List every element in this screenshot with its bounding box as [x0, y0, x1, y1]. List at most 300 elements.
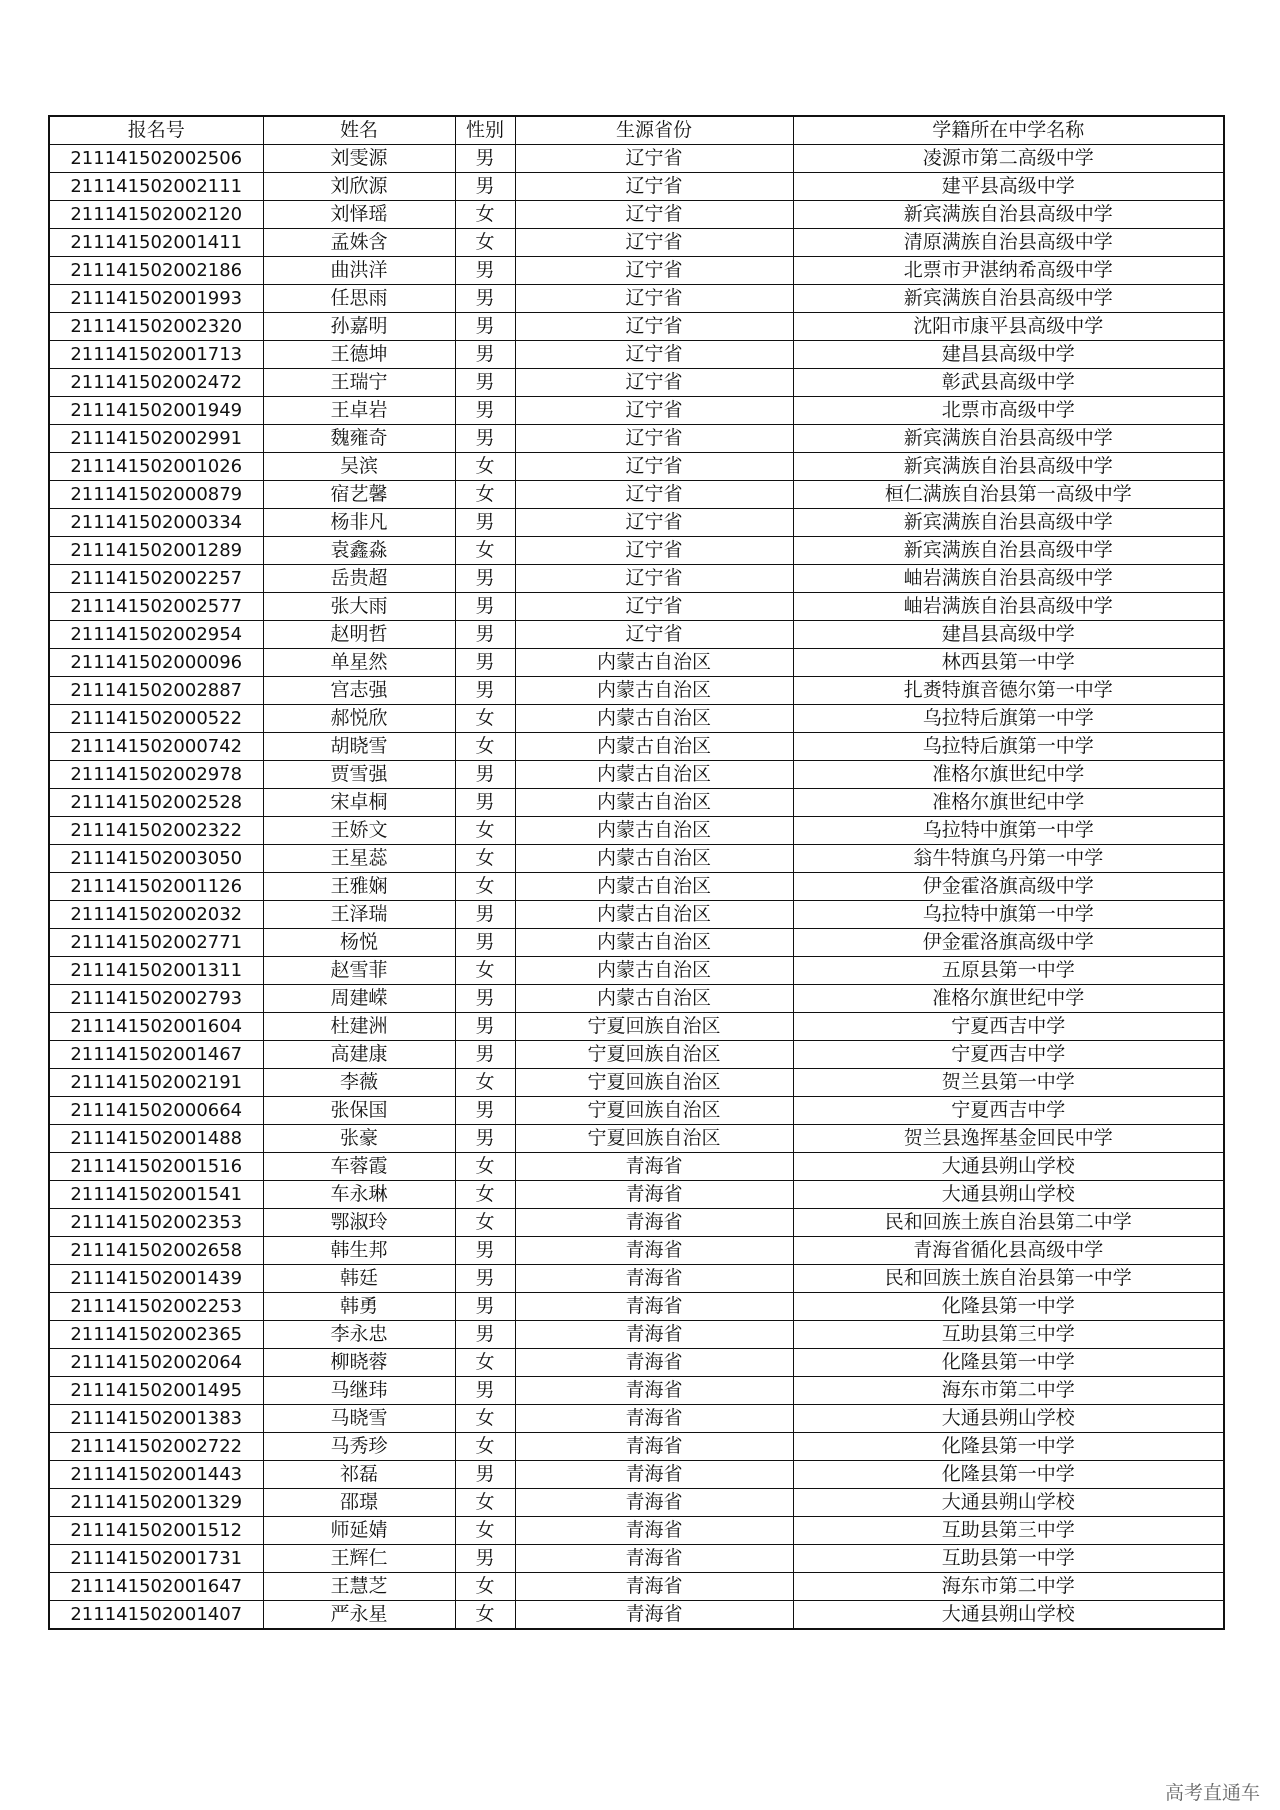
cell-gender: 男: [455, 313, 515, 341]
cell-school-name: 伊金霍洛旗高级中学: [793, 873, 1224, 901]
cell-source-province: 内蒙古自治区: [515, 789, 793, 817]
cell-school-name: 大通县朔山学校: [793, 1153, 1224, 1181]
cell-source-province: 内蒙古自治区: [515, 901, 793, 929]
cell-name: 马秀珍: [263, 1433, 455, 1461]
cell-school-name: 贺兰县第一中学: [793, 1069, 1224, 1097]
cell-name: 王德坤: [263, 341, 455, 369]
cell-gender: 男: [455, 593, 515, 621]
cell-source-province: 青海省: [515, 1601, 793, 1630]
cell-gender: 男: [455, 1545, 515, 1573]
cell-gender: 女: [455, 481, 515, 509]
cell-gender: 女: [455, 1489, 515, 1517]
cell-source-province: 青海省: [515, 1461, 793, 1489]
cell-name: 王泽瑞: [263, 901, 455, 929]
cell-gender: 男: [455, 1041, 515, 1069]
cell-name: 周建嵘: [263, 985, 455, 1013]
cell-name: 邵璟: [263, 1489, 455, 1517]
table-row: [49, 789, 1224, 817]
cell-registration-number: 211141502002771: [49, 929, 263, 957]
cell-school-name: 化隆县第一中学: [793, 1433, 1224, 1461]
cell-source-province: 青海省: [515, 1517, 793, 1545]
cell-school-name: 建昌县高级中学: [793, 621, 1224, 649]
cell-source-province: 宁夏回族自治区: [515, 1041, 793, 1069]
table-row: [49, 1041, 1224, 1069]
cell-name: 孙嘉明: [263, 313, 455, 341]
cell-registration-number: 211141502001439: [49, 1265, 263, 1293]
cell-name: 祁磊: [263, 1461, 455, 1489]
cell-source-province: 辽宁省: [515, 201, 793, 229]
table-row: [49, 537, 1224, 565]
cell-school-name: 新宾满族自治县高级中学: [793, 453, 1224, 481]
cell-school-name: 贺兰县逸挥基金回民中学: [793, 1125, 1224, 1153]
cell-school-name: 建平县高级中学: [793, 173, 1224, 201]
cell-gender: 男: [455, 1237, 515, 1265]
cell-school-name: 海东市第二中学: [793, 1377, 1224, 1405]
cell-school-name: 化隆县第一中学: [793, 1461, 1224, 1489]
cell-registration-number: 211141502002506: [49, 145, 263, 173]
table-row: [49, 1349, 1224, 1377]
cell-school-name: 化隆县第一中学: [793, 1293, 1224, 1321]
cell-registration-number: 211141502002991: [49, 425, 263, 453]
table-row: [49, 313, 1224, 341]
cell-source-province: 辽宁省: [515, 313, 793, 341]
cell-gender: 女: [455, 1601, 515, 1630]
cell-source-province: 内蒙古自治区: [515, 985, 793, 1013]
cell-school-name: 民和回族土族自治县第二中学: [793, 1209, 1224, 1237]
cell-registration-number: 211141502000096: [49, 649, 263, 677]
cell-gender: 女: [455, 229, 515, 257]
table-row: [49, 593, 1224, 621]
cell-registration-number: 211141502001488: [49, 1125, 263, 1153]
cell-source-province: 青海省: [515, 1209, 793, 1237]
cell-registration-number: 211141502001311: [49, 957, 263, 985]
cell-gender: 男: [455, 1097, 515, 1125]
cell-registration-number: 211141502002186: [49, 257, 263, 285]
cell-source-province: 青海省: [515, 1237, 793, 1265]
cell-source-province: 青海省: [515, 1545, 793, 1573]
table-row: [49, 285, 1224, 313]
table-row: [49, 985, 1224, 1013]
cell-registration-number: 211141502001026: [49, 453, 263, 481]
cell-source-province: 青海省: [515, 1489, 793, 1517]
cell-source-province: 内蒙古自治区: [515, 761, 793, 789]
cell-school-name: 民和回族土族自治县第一中学: [793, 1265, 1224, 1293]
cell-school-name: 乌拉特后旗第一中学: [793, 705, 1224, 733]
cell-school-name: 凌源市第二高级中学: [793, 145, 1224, 173]
cell-registration-number: 211141502003050: [49, 845, 263, 873]
cell-source-province: 辽宁省: [515, 593, 793, 621]
cell-source-province: 辽宁省: [515, 257, 793, 285]
cell-source-province: 青海省: [515, 1433, 793, 1461]
cell-gender: 男: [455, 929, 515, 957]
cell-source-province: 辽宁省: [515, 425, 793, 453]
cell-source-province: 青海省: [515, 1153, 793, 1181]
cell-name: 韩勇: [263, 1293, 455, 1321]
cell-name: 车永琳: [263, 1181, 455, 1209]
table-row: [49, 1209, 1224, 1237]
cell-registration-number: 211141502000664: [49, 1097, 263, 1125]
cell-name: 韩生邦: [263, 1237, 455, 1265]
cell-name: 车蓉霞: [263, 1153, 455, 1181]
cell-school-name: 宁夏西吉中学: [793, 1041, 1224, 1069]
cell-registration-number: 211141502002793: [49, 985, 263, 1013]
table-row: [49, 1321, 1224, 1349]
table-row: [49, 229, 1224, 257]
cell-gender: 男: [455, 257, 515, 285]
cell-gender: 女: [455, 1433, 515, 1461]
cell-gender: 男: [455, 761, 515, 789]
table-row: [49, 649, 1224, 677]
cell-registration-number: 211141502002064: [49, 1349, 263, 1377]
cell-source-province: 青海省: [515, 1377, 793, 1405]
cell-school-name: 桓仁满族自治县第一高级中学: [793, 481, 1224, 509]
header-registration-number: 报名号: [49, 116, 263, 145]
cell-source-province: 辽宁省: [515, 453, 793, 481]
cell-school-name: 化隆县第一中学: [793, 1349, 1224, 1377]
cell-school-name: 扎赉特旗音德尔第一中学: [793, 677, 1224, 705]
cell-gender: 男: [455, 397, 515, 425]
table-row: [49, 1517, 1224, 1545]
cell-registration-number: 211141502000522: [49, 705, 263, 733]
table-row: [49, 1377, 1224, 1405]
cell-gender: 男: [455, 369, 515, 397]
cell-source-province: 辽宁省: [515, 509, 793, 537]
cell-name: 师延婧: [263, 1517, 455, 1545]
cell-school-name: 准格尔旗世纪中学: [793, 761, 1224, 789]
cell-registration-number: 211141502001713: [49, 341, 263, 369]
cell-name: 刘欣源: [263, 173, 455, 201]
cell-name: 贾雪强: [263, 761, 455, 789]
cell-name: 王卓岩: [263, 397, 455, 425]
cell-gender: 女: [455, 1153, 515, 1181]
cell-gender: 女: [455, 873, 515, 901]
table-row: [49, 509, 1224, 537]
cell-registration-number: 211141502001289: [49, 537, 263, 565]
cell-source-province: 宁夏回族自治区: [515, 1069, 793, 1097]
cell-school-name: 青海省循化县高级中学: [793, 1237, 1224, 1265]
cell-source-province: 内蒙古自治区: [515, 677, 793, 705]
cell-gender: 男: [455, 285, 515, 313]
cell-school-name: 清原满族自治县高级中学: [793, 229, 1224, 257]
cell-name: 宫志强: [263, 677, 455, 705]
cell-school-name: 大通县朔山学校: [793, 1601, 1224, 1630]
table-row: [49, 397, 1224, 425]
cell-source-province: 辽宁省: [515, 537, 793, 565]
cell-gender: 女: [455, 817, 515, 845]
cell-registration-number: 211141502000742: [49, 733, 263, 761]
cell-school-name: 大通县朔山学校: [793, 1405, 1224, 1433]
cell-name: 岳贵超: [263, 565, 455, 593]
cell-gender: 男: [455, 901, 515, 929]
cell-gender: 男: [455, 649, 515, 677]
cell-source-province: 青海省: [515, 1181, 793, 1209]
cell-source-province: 内蒙古自治区: [515, 733, 793, 761]
table-row: [49, 1153, 1224, 1181]
cell-source-province: 青海省: [515, 1293, 793, 1321]
cell-name: 杨非凡: [263, 509, 455, 537]
cell-source-province: 内蒙古自治区: [515, 929, 793, 957]
cell-registration-number: 211141502002257: [49, 565, 263, 593]
cell-name: 单星然: [263, 649, 455, 677]
cell-gender: 男: [455, 509, 515, 537]
cell-registration-number: 211141502001516: [49, 1153, 263, 1181]
cell-registration-number: 211141502001383: [49, 1405, 263, 1433]
cell-school-name: 互助县第三中学: [793, 1321, 1224, 1349]
cell-gender: 女: [455, 1349, 515, 1377]
cell-name: 张保国: [263, 1097, 455, 1125]
cell-source-province: 内蒙古自治区: [515, 649, 793, 677]
cell-school-name: 大通县朔山学校: [793, 1181, 1224, 1209]
cell-gender: 女: [455, 201, 515, 229]
cell-registration-number: 211141502001443: [49, 1461, 263, 1489]
cell-school-name: 宁夏西吉中学: [793, 1097, 1224, 1125]
cell-registration-number: 211141502002528: [49, 789, 263, 817]
cell-gender: 男: [455, 1013, 515, 1041]
table-row: [49, 1237, 1224, 1265]
cell-source-province: 辽宁省: [515, 621, 793, 649]
cell-school-name: 伊金霍洛旗高级中学: [793, 929, 1224, 957]
cell-name: 张豪: [263, 1125, 455, 1153]
header-name: 姓名: [263, 116, 455, 145]
cell-name: 郝悦欣: [263, 705, 455, 733]
table-row: [49, 1013, 1224, 1041]
cell-name: 胡晓雪: [263, 733, 455, 761]
cell-gender: 男: [455, 985, 515, 1013]
table-row: [49, 1097, 1224, 1125]
cell-gender: 女: [455, 1209, 515, 1237]
cell-gender: 女: [455, 733, 515, 761]
cell-registration-number: 211141502002253: [49, 1293, 263, 1321]
table-row: [49, 425, 1224, 453]
cell-gender: 男: [455, 677, 515, 705]
cell-school-name: 乌拉特后旗第一中学: [793, 733, 1224, 761]
table-row: [49, 1125, 1224, 1153]
cell-school-name: 岫岩满族自治县高级中学: [793, 565, 1224, 593]
table-row: [49, 145, 1224, 173]
cell-registration-number: 211141502002320: [49, 313, 263, 341]
cell-source-province: 辽宁省: [515, 145, 793, 173]
cell-source-province: 辽宁省: [515, 369, 793, 397]
cell-source-province: 青海省: [515, 1321, 793, 1349]
cell-registration-number: 211141502001604: [49, 1013, 263, 1041]
cell-registration-number: 211141502001541: [49, 1181, 263, 1209]
table-row: [49, 369, 1224, 397]
cell-name: 马晓雪: [263, 1405, 455, 1433]
cell-source-province: 宁夏回族自治区: [515, 1013, 793, 1041]
cell-registration-number: 211141502001407: [49, 1601, 263, 1630]
cell-gender: 女: [455, 1181, 515, 1209]
cell-name: 高建康: [263, 1041, 455, 1069]
table-row: [49, 481, 1224, 509]
cell-gender: 男: [455, 1125, 515, 1153]
cell-school-name: 新宾满族自治县高级中学: [793, 285, 1224, 313]
cell-source-province: 辽宁省: [515, 481, 793, 509]
cell-registration-number: 211141502002722: [49, 1433, 263, 1461]
cell-gender: 男: [455, 621, 515, 649]
cell-registration-number: 211141502001329: [49, 1489, 263, 1517]
cell-registration-number: 211141502001411: [49, 229, 263, 257]
cell-school-name: 互助县第三中学: [793, 1517, 1224, 1545]
cell-school-name: 乌拉特中旗第一中学: [793, 817, 1224, 845]
cell-name: 王慧芝: [263, 1573, 455, 1601]
cell-school-name: 翁牛特旗乌丹第一中学: [793, 845, 1224, 873]
cell-name: 张大雨: [263, 593, 455, 621]
table-row: [49, 1545, 1224, 1573]
cell-name: 柳晓蓉: [263, 1349, 455, 1377]
cell-source-province: 辽宁省: [515, 285, 793, 313]
cell-registration-number: 211141502002577: [49, 593, 263, 621]
table-row: [49, 901, 1224, 929]
cell-gender: 女: [455, 957, 515, 985]
cell-source-province: 内蒙古自治区: [515, 705, 793, 733]
cell-gender: 男: [455, 145, 515, 173]
cell-school-name: 彰武县高级中学: [793, 369, 1224, 397]
table-row: [49, 761, 1224, 789]
cell-name: 曲洪洋: [263, 257, 455, 285]
cell-name: 鄂淑玲: [263, 1209, 455, 1237]
table-row: [49, 1433, 1224, 1461]
cell-registration-number: 211141502002353: [49, 1209, 263, 1237]
cell-school-name: 新宾满族自治县高级中学: [793, 425, 1224, 453]
table-row: [49, 565, 1224, 593]
cell-name: 李永忠: [263, 1321, 455, 1349]
cell-source-province: 青海省: [515, 1265, 793, 1293]
cell-registration-number: 211141502002322: [49, 817, 263, 845]
cell-source-province: 宁夏回族自治区: [515, 1125, 793, 1153]
cell-registration-number: 211141502000879: [49, 481, 263, 509]
cell-name: 王雅娴: [263, 873, 455, 901]
cell-gender: 女: [455, 1573, 515, 1601]
cell-registration-number: 211141502002978: [49, 761, 263, 789]
cell-school-name: 新宾满族自治县高级中学: [793, 537, 1224, 565]
cell-source-province: 辽宁省: [515, 173, 793, 201]
cell-name: 刘雯源: [263, 145, 455, 173]
cell-gender: 女: [455, 1517, 515, 1545]
cell-school-name: 北票市高级中学: [793, 397, 1224, 425]
cell-registration-number: 211141502002472: [49, 369, 263, 397]
cell-source-province: 辽宁省: [515, 397, 793, 425]
table-row: [49, 1573, 1224, 1601]
cell-school-name: 准格尔旗世纪中学: [793, 789, 1224, 817]
cell-gender: 女: [455, 1069, 515, 1097]
cell-registration-number: 211141502001949: [49, 397, 263, 425]
cell-name: 任思雨: [263, 285, 455, 313]
cell-school-name: 大通县朔山学校: [793, 1489, 1224, 1517]
table-body: [49, 145, 1224, 1630]
table-row: [49, 677, 1224, 705]
cell-name: 王娇文: [263, 817, 455, 845]
cell-gender: 女: [455, 1405, 515, 1433]
cell-gender: 男: [455, 173, 515, 201]
table-row: [49, 257, 1224, 285]
watermark-text: 高考直通车: [1164, 1782, 1260, 1804]
table-row: [49, 1069, 1224, 1097]
cell-school-name: 北票市尹湛纳希高级中学: [793, 257, 1224, 285]
cell-name: 孟姝含: [263, 229, 455, 257]
cell-registration-number: 211141502001993: [49, 285, 263, 313]
cell-school-name: 林西县第一中学: [793, 649, 1224, 677]
cell-school-name: 新宾满族自治县高级中学: [793, 509, 1224, 537]
cell-name: 刘怿瑶: [263, 201, 455, 229]
cell-registration-number: 211141502002365: [49, 1321, 263, 1349]
cell-gender: 女: [455, 453, 515, 481]
cell-registration-number: 211141502001512: [49, 1517, 263, 1545]
table-row: [49, 1489, 1224, 1517]
cell-gender: 女: [455, 537, 515, 565]
cell-source-province: 辽宁省: [515, 341, 793, 369]
table-row: [49, 341, 1224, 369]
cell-source-province: 宁夏回族自治区: [515, 1097, 793, 1125]
table-row: [49, 1405, 1224, 1433]
cell-gender: 女: [455, 845, 515, 873]
cell-registration-number: 211141502000334: [49, 509, 263, 537]
roster-table-container: [48, 115, 1223, 1630]
cell-gender: 男: [455, 565, 515, 593]
cell-name: 杜建洲: [263, 1013, 455, 1041]
table-row: [49, 873, 1224, 901]
cell-school-name: 五原县第一中学: [793, 957, 1224, 985]
cell-name: 赵明哲: [263, 621, 455, 649]
header-source-province: 生源省份: [515, 116, 793, 145]
table-row: [49, 1265, 1224, 1293]
cell-school-name: 乌拉特中旗第一中学: [793, 901, 1224, 929]
cell-registration-number: 211141502001495: [49, 1377, 263, 1405]
cell-gender: 男: [455, 1321, 515, 1349]
cell-registration-number: 211141502002032: [49, 901, 263, 929]
cell-name: 王辉仁: [263, 1545, 455, 1573]
admission-roster-table: [48, 115, 1225, 1630]
header-gender: 性别: [455, 116, 515, 145]
table-row: [49, 1181, 1224, 1209]
table-row: [49, 173, 1224, 201]
cell-name: 赵雪菲: [263, 957, 455, 985]
cell-school-name: 海东市第二中学: [793, 1573, 1224, 1601]
cell-school-name: 互助县第一中学: [793, 1545, 1224, 1573]
table-row: [49, 1461, 1224, 1489]
cell-school-name: 岫岩满族自治县高级中学: [793, 593, 1224, 621]
cell-school-name: 宁夏西吉中学: [793, 1013, 1224, 1041]
cell-registration-number: 211141502002887: [49, 677, 263, 705]
cell-source-province: 内蒙古自治区: [515, 957, 793, 985]
cell-gender: 男: [455, 1377, 515, 1405]
cell-name: 袁鑫淼: [263, 537, 455, 565]
cell-source-province: 辽宁省: [515, 565, 793, 593]
table-row: [49, 705, 1224, 733]
cell-name: 李薇: [263, 1069, 455, 1097]
table-row: [49, 621, 1224, 649]
cell-school-name: 建昌县高级中学: [793, 341, 1224, 369]
cell-name: 王瑞宁: [263, 369, 455, 397]
cell-source-province: 辽宁省: [515, 229, 793, 257]
cell-source-province: 内蒙古自治区: [515, 873, 793, 901]
table-header-row: [49, 116, 1224, 145]
cell-name: 宋卓桐: [263, 789, 455, 817]
table-row: [49, 733, 1224, 761]
table-row: [49, 453, 1224, 481]
cell-registration-number: 211141502001647: [49, 1573, 263, 1601]
cell-registration-number: 211141502001731: [49, 1545, 263, 1573]
cell-registration-number: 211141502002954: [49, 621, 263, 649]
cell-name: 吴滨: [263, 453, 455, 481]
cell-registration-number: 211141502002658: [49, 1237, 263, 1265]
cell-registration-number: 211141502001467: [49, 1041, 263, 1069]
cell-school-name: 准格尔旗世纪中学: [793, 985, 1224, 1013]
cell-name: 韩廷: [263, 1265, 455, 1293]
table-row: [49, 201, 1224, 229]
cell-source-province: 内蒙古自治区: [515, 845, 793, 873]
table-row: [49, 845, 1224, 873]
cell-gender: 男: [455, 1461, 515, 1489]
